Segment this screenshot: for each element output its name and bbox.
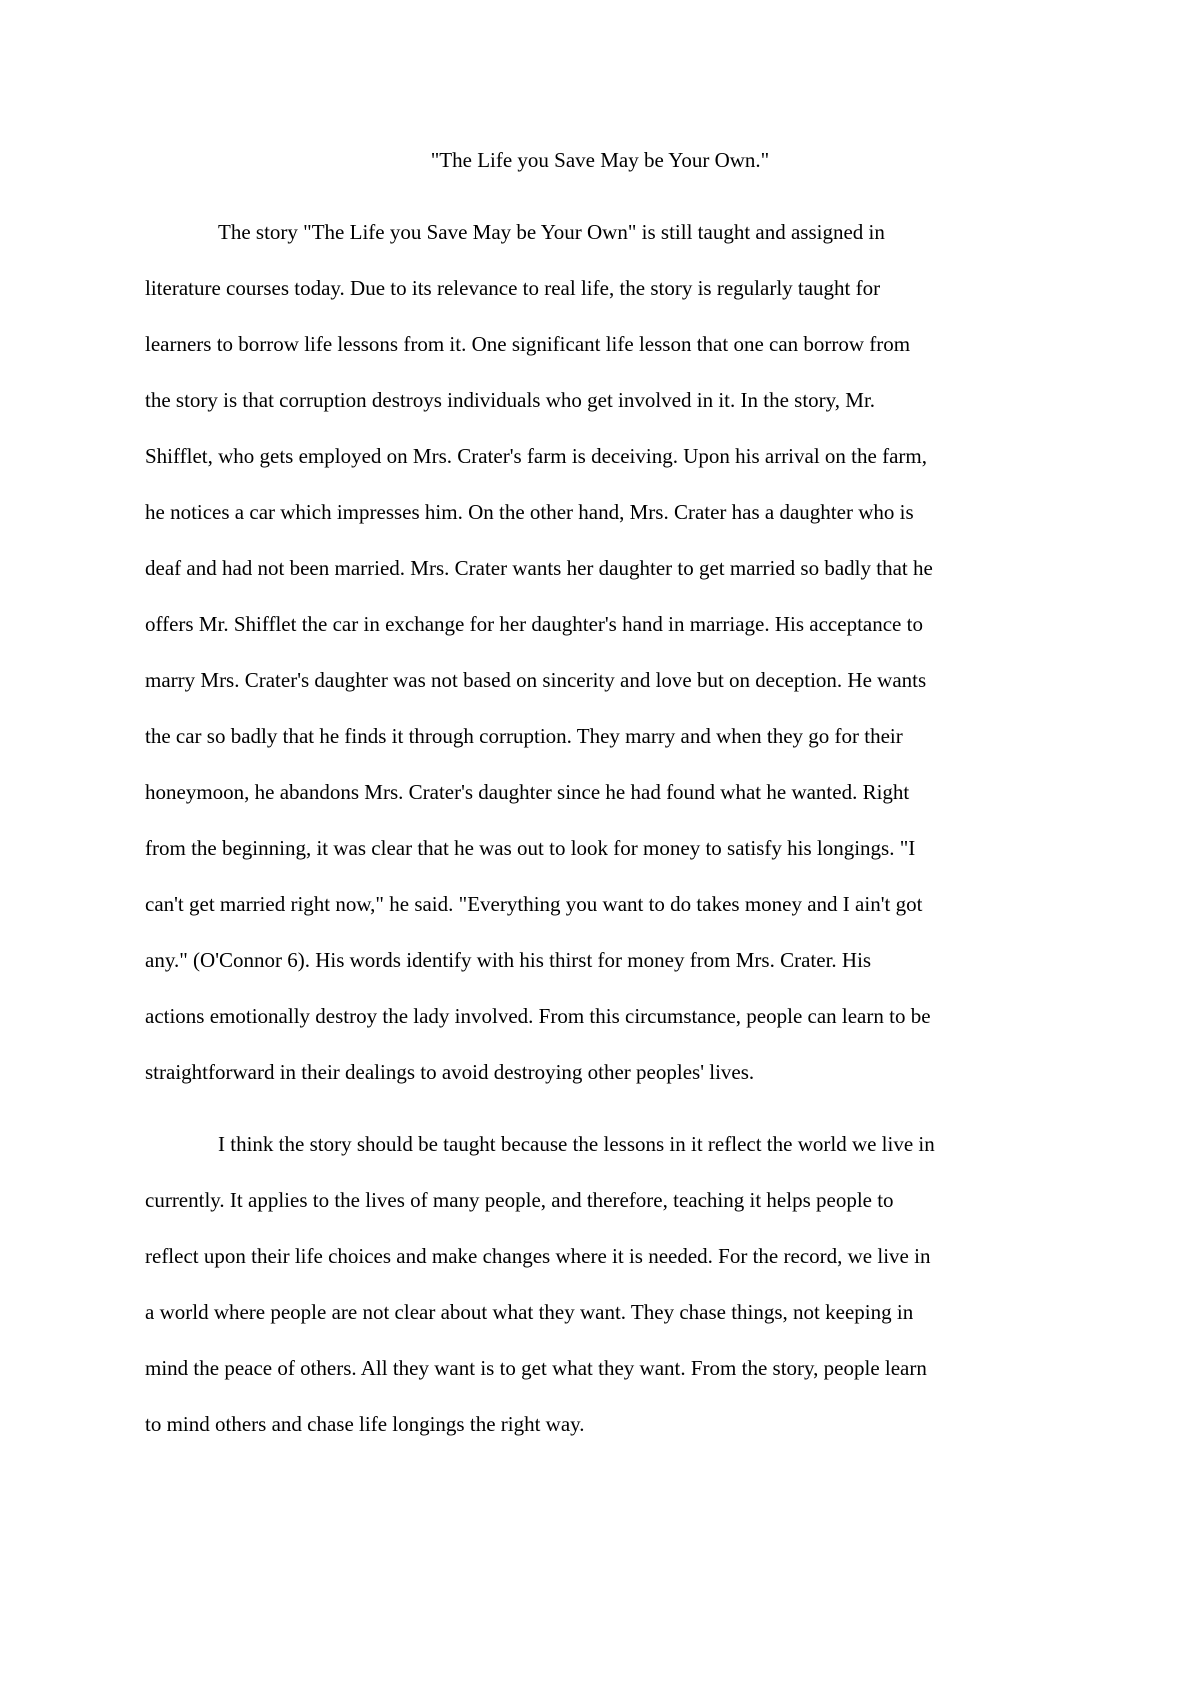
paragraph-1-line: Shifflet, who gets employed on Mrs. Crater's farm is deceiving. Upon his arrival on the farm, xyxy=(145,444,927,468)
document-title: "The Life you Save May be Your Own." xyxy=(430,148,770,172)
paragraph-1-line: deaf and had not been married. Mrs. Crater wants her daughter to get married so badly that he xyxy=(145,556,933,580)
paragraph-1-line: any." (O'Connor 6). His words identify with his thirst for money from Mrs. Crater. His xyxy=(145,948,872,972)
paragraph-1-line: learners to borrow life lessons from it. One significant life lesson that one can borrow from xyxy=(145,332,911,356)
paragraph-2-line: mind the peace of others. All they want is to get what they want. From the story, people learn xyxy=(145,1356,927,1380)
paragraph-1-line: can't get married right now," he said. "Everything you want to do takes money and I ain't got xyxy=(145,892,923,916)
paragraph-1-line: actions emotionally destroy the lady involved. From this circumstance, people can learn to be xyxy=(145,1004,931,1028)
paragraph-2-line: a world where people are not clear about what they want. They chase things, not keeping in xyxy=(145,1300,914,1324)
paragraph-1-line: marry Mrs. Crater's daughter was not based on sincerity and love but on deception. He wants xyxy=(145,668,927,692)
paragraph-1-line: offers Mr. Shifflet the car in exchange for her daughter's hand in marriage. His acceptance to xyxy=(145,612,923,636)
paragraph-1-line: he notices a car which impresses him. On the other hand, Mrs. Crater has a daughter who is xyxy=(145,500,914,524)
paragraph-2-line: I think the story should be taught because the lessons in it reflect the world we live in xyxy=(218,1132,935,1156)
paragraph-1-line: literature courses today. Due to its relevance to real life, the story is regularly taught for xyxy=(145,276,881,300)
paragraph-1-line: straightforward in their dealings to avoid destroying other peoples' lives. xyxy=(145,1060,755,1084)
paragraph-2-line: currently. It applies to the lives of many people, and therefore, teaching it helps people to xyxy=(145,1188,894,1212)
paragraph-1-line: the car so badly that he finds it through corruption. They marry and when they go for their xyxy=(145,724,903,748)
paragraph-1-line: the story is that corruption destroys individuals who get involved in it. In the story, Mr. xyxy=(145,388,876,412)
paragraph-1-line: The story "The Life you Save May be Your Own" is still taught and assigned in xyxy=(218,220,885,244)
paragraph-2-line: to mind others and chase life longings the right way. xyxy=(145,1412,585,1436)
paragraph-1-line: from the beginning, it was clear that he was out to look for money to satisfy his longings. "I xyxy=(145,836,916,860)
paragraph-2-line: reflect upon their life choices and make changes where it is needed. For the record, we live in xyxy=(145,1244,931,1268)
paragraph-1-line: honeymoon, he abandons Mrs. Crater's daughter since he had found what he wanted. Right xyxy=(145,780,910,804)
